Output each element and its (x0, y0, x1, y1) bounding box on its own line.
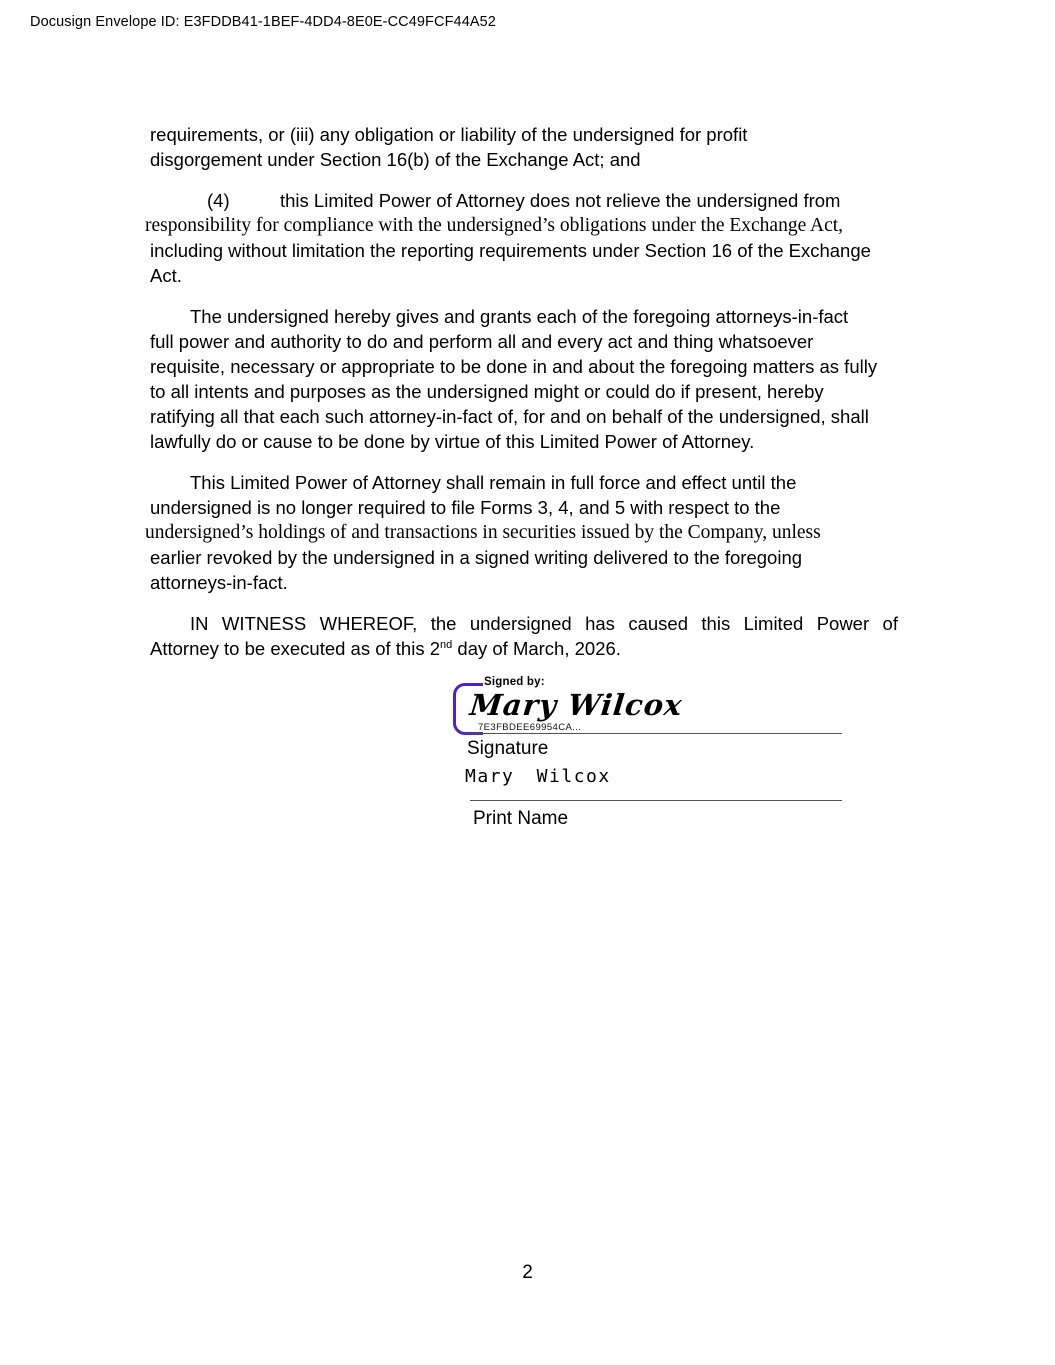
ordinal-superscript: nd (440, 638, 453, 651)
text-line: earlier revoked by the undersigned in a signed writing delivered to the foregoing (150, 547, 803, 568)
text-line: The undersigned hereby gives and grants each of the foregoing attorneys-in-fact (190, 306, 849, 327)
signature-line (465, 733, 842, 734)
printed-name-value: Mary Wilcox (465, 766, 611, 787)
text-line: Act. (150, 265, 182, 286)
text-line (150, 636, 898, 661)
signature-label: Signature (467, 738, 549, 759)
text-line: including without limitation the reporting requirements under Section 16 of the Exchange (150, 240, 871, 261)
signature-stamp-id: 7E3FBDEE69954CA... (478, 722, 582, 733)
text-line: responsibility for compliance with the undersigned’s obligations under the Exchange Act, (145, 215, 844, 236)
print-name-line (470, 800, 842, 801)
text-line: undersigned is no longer required to file Forms 3, 4, and 5 with respect to the (150, 497, 781, 518)
paragraph-continuation (150, 122, 898, 172)
text-line: disgorgement under Section 16(b) of the Exchange Act; and (150, 149, 641, 170)
paragraph-witness (150, 611, 898, 661)
document-body (145, 122, 898, 677)
text-line: This Limited Power of Attorney shall remain in full force and effect until the (190, 472, 797, 493)
text-line: requisite, necessary or appropriate to be done in and about the foregoing matters as fully (150, 356, 878, 377)
clause-number: (4) (207, 190, 230, 211)
print-name-label: Print Name (473, 808, 569, 829)
signature-script: Mary Wilcox (468, 688, 685, 722)
paragraph-clause-4 (145, 188, 898, 288)
signature-block (440, 672, 870, 852)
text-line: requirements, or (iii) any obligation or liability of the undersigned for profit (150, 124, 748, 145)
paragraph-grant-of-authority (150, 304, 898, 454)
witness-date-post: day of March, 2026. (452, 638, 621, 659)
page-number: 2 (522, 1262, 533, 1283)
signed-by-label: Signed by: (484, 676, 545, 688)
clause-text: this Limited Power of Attorney does not relieve the undersigned from (280, 190, 841, 211)
text-line: to all intents and purposes as the undersigned might or could do if present, hereby (150, 381, 824, 402)
paragraph-duration (145, 470, 898, 595)
envelope-id-text: Docusign Envelope ID: E3FDDB41-1BEF-4DD4-8E0E-CC49FCF44A52 (30, 14, 496, 30)
text-line: ratifying all that each such attorney-in-fact of, for and on behalf of the undersigned, shall (150, 406, 869, 427)
witness-date-pre: Attorney to be executed as of this 2 (150, 638, 441, 659)
text-line: full power and authority to do and perform all and every act and thing whatsoever (150, 331, 814, 352)
text-line: IN WITNESS WHEREOF, the undersigned has caused this Limited Power of (190, 613, 898, 634)
text-line: undersigned’s holdings of and transactions in securities issued by the Company, unless (145, 522, 821, 543)
text-line: attorneys-in-fact. (150, 572, 288, 593)
text-line: lawfully do or cause to be done by virtue of this Limited Power of Attorney. (150, 431, 755, 452)
text-line (150, 188, 898, 213)
